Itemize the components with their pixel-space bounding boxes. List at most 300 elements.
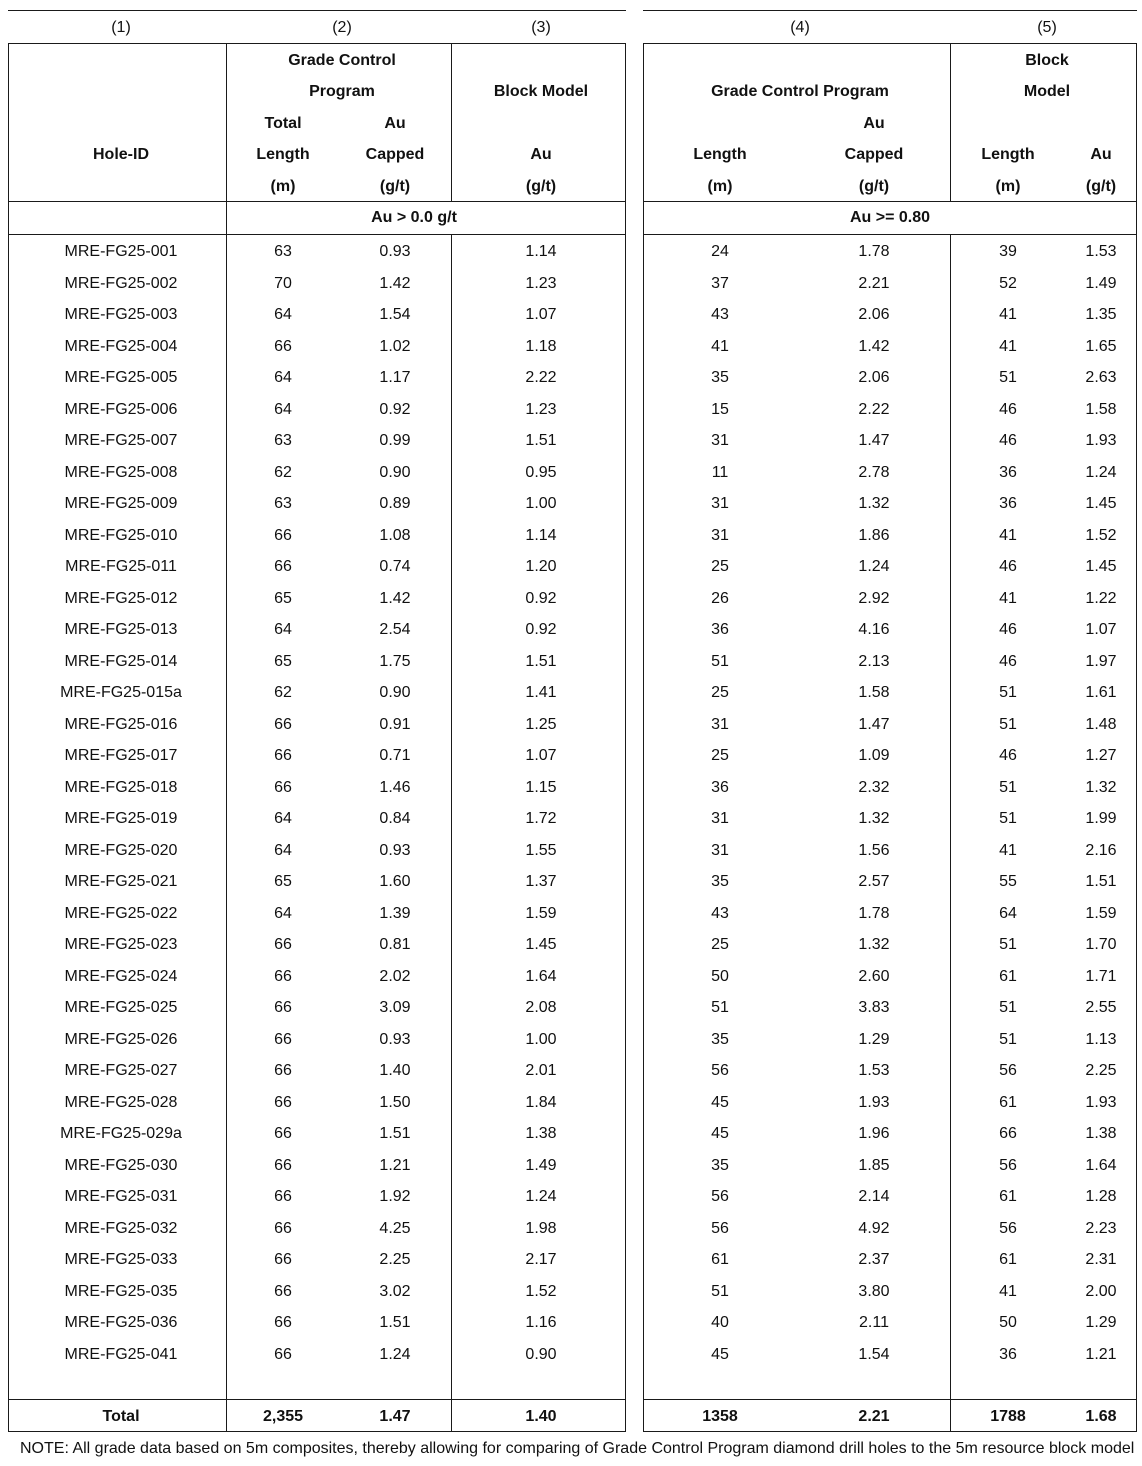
top-rule-right	[643, 10, 1137, 11]
table-cell: 61	[999, 967, 1017, 985]
header-block-model: Block	[1025, 52, 1069, 69]
table-cell: 1.46	[379, 778, 411, 796]
table-cell: 0.92	[379, 400, 411, 418]
table-cell: 0.90	[379, 684, 411, 701]
table-cell: 2.92	[858, 589, 890, 607]
table-cell: 62	[274, 463, 292, 481]
box-top-left	[8, 43, 626, 44]
table-cell: 51	[999, 778, 1017, 796]
table-cell: 2.60	[858, 967, 890, 985]
hole-id-cell: MRE-FG25-021	[64, 873, 178, 890]
table-cell: 37	[711, 274, 729, 292]
table-cell: 61	[999, 1188, 1017, 1205]
vline-left-edge	[8, 43, 9, 1432]
header-block-model: Model	[1023, 83, 1071, 100]
table-cell: 56	[999, 1156, 1017, 1174]
table-cell: 66	[274, 1251, 292, 1268]
hole-id-cell: MRE-FG25-010	[64, 526, 178, 544]
hole-id-cell: MRE-FG25-030	[64, 1156, 178, 1174]
hole-id-cell: MRE-FG25-004	[64, 337, 178, 355]
table-cell: 63	[274, 243, 292, 260]
table-cell: 1.15	[525, 778, 557, 796]
table-cell: 2.06	[858, 306, 890, 323]
header-length: Length	[256, 146, 310, 163]
table-cell: 62	[274, 684, 292, 701]
total-cell: 1788	[990, 1408, 1026, 1425]
table-cell: 1.97	[1085, 652, 1117, 670]
table-cell: 51	[999, 999, 1017, 1016]
total-cell: 1358	[702, 1408, 738, 1425]
table-cell: 51	[711, 999, 729, 1016]
table-cell: 35	[711, 1030, 729, 1048]
table-cell: 2.00	[1085, 1282, 1117, 1300]
total-cell: 2,355	[262, 1408, 304, 1425]
header-unit-gt: (g/t)	[525, 178, 557, 195]
table-cell: 1.42	[379, 589, 411, 607]
table-cell: 65	[274, 589, 292, 607]
table-cell: 1.08	[379, 526, 411, 544]
table-cell: 1.23	[525, 400, 557, 418]
table-cell: 1.98	[525, 1219, 557, 1237]
table-cell: 2.22	[525, 369, 557, 386]
table-cell: 43	[711, 306, 729, 323]
hole-id-cell: MRE-FG25-008	[64, 463, 178, 481]
table-cell: 1.17	[379, 369, 411, 386]
header-unit-gt: (g/t)	[1085, 178, 1117, 195]
table-cell: 1.72	[525, 810, 557, 827]
table-cell: 2.54	[379, 621, 411, 638]
total-top-left	[8, 1399, 626, 1400]
table-cell: 0.99	[379, 432, 411, 449]
table-cell: 56	[999, 1062, 1017, 1079]
table-cell: 1.24	[379, 1345, 411, 1363]
hole-id-cell: MRE-FG25-032	[64, 1219, 178, 1237]
table-cell: 46	[999, 558, 1017, 575]
table-cell: 1.51	[379, 1125, 411, 1142]
table-cell: 0.91	[379, 715, 411, 733]
table-cell: 1.99	[1085, 810, 1117, 827]
table-cell: 1.51	[525, 652, 557, 670]
table-cell: 1.35	[1085, 306, 1117, 323]
table-cell: 1.65	[1085, 337, 1117, 355]
table-cell: 46	[999, 621, 1017, 638]
table-cell: 25	[711, 936, 729, 953]
table-cell: 45	[711, 1093, 729, 1111]
table-cell: 1.96	[858, 1125, 890, 1142]
table-cell: 1.37	[525, 873, 557, 890]
table-cell: 56	[999, 1219, 1017, 1237]
table-cell: 39	[999, 243, 1017, 260]
table-cell: 61	[999, 1093, 1017, 1111]
column-number: (1)	[111, 19, 131, 36]
table-cell: 1.45	[525, 936, 557, 953]
table-cell: 1.85	[858, 1156, 890, 1174]
total-cell: 1.68	[1085, 1408, 1117, 1425]
table-cell: 66	[274, 715, 292, 733]
table-cell: 64	[274, 400, 292, 418]
table-cell: 2.22	[858, 400, 890, 418]
table-cell: 66	[274, 1188, 292, 1205]
table-cell: 40	[711, 1314, 729, 1331]
column-number: (4)	[790, 19, 810, 36]
hole-id-cell: MRE-FG25-031	[64, 1188, 178, 1205]
hole-id-cell: MRE-FG25-007	[64, 432, 178, 449]
table-cell: 25	[711, 747, 729, 764]
table-cell: 41	[999, 841, 1017, 859]
total-label: Total	[102, 1408, 140, 1425]
table-cell: 1.54	[379, 306, 411, 323]
table-cell: 1.29	[858, 1030, 890, 1048]
table-cell: 64	[274, 841, 292, 859]
table-cell: 11	[711, 463, 729, 481]
total-cell: 1.40	[525, 1408, 557, 1425]
table-cell: 1.55	[525, 841, 557, 859]
hole-id-cell: MRE-FG25-028	[64, 1093, 178, 1111]
table-cell: 1.14	[525, 243, 557, 260]
table-cell: 31	[711, 841, 729, 859]
table-cell: 36	[999, 495, 1017, 512]
table-cell: 50	[711, 967, 729, 985]
table-cell: 41	[711, 337, 729, 355]
table-cell: 2.13	[858, 652, 890, 670]
header-unit-m: (m)	[707, 178, 733, 195]
table-cell: 41	[999, 589, 1017, 607]
header-unit-m: (m)	[995, 178, 1021, 195]
table-cell: 1.13	[1085, 1030, 1117, 1048]
table-cell: 1.93	[1085, 432, 1117, 449]
table-cell: 1.07	[525, 747, 557, 764]
hole-id-cell: MRE-FG25-009	[64, 495, 178, 512]
header-au: Au	[384, 115, 406, 132]
table-cell: 1.16	[525, 1314, 557, 1331]
hole-id-cell: MRE-FG25-006	[64, 400, 178, 418]
table-cell: 0.74	[379, 558, 411, 575]
table-cell: 1.00	[525, 495, 557, 512]
table-cell: 2.02	[379, 967, 411, 985]
hole-id-cell: MRE-FG25-014	[64, 652, 178, 670]
table-cell: 46	[999, 652, 1017, 670]
table-cell: 66	[999, 1125, 1017, 1142]
table-cell: 2.32	[858, 778, 890, 796]
table-cell: 61	[999, 1251, 1017, 1268]
hole-id-cell: MRE-FG25-003	[64, 306, 178, 323]
table-cell: 4.25	[379, 1219, 411, 1237]
hole-id-cell: MRE-FG25-033	[64, 1251, 178, 1268]
table-cell: 64	[999, 904, 1017, 922]
header-grade-control-program: Grade Control	[288, 52, 396, 69]
table-cell: 56	[711, 1219, 729, 1237]
table-cell: 15	[711, 400, 729, 418]
hole-id-cell: MRE-FG25-017	[64, 747, 178, 764]
hole-id-cell: MRE-FG25-029a	[60, 1125, 182, 1142]
table-cell: 1.51	[379, 1314, 411, 1331]
table-cell: 0.93	[379, 841, 411, 859]
table-cell: 56	[711, 1062, 729, 1079]
table-cell: 2.25	[1085, 1062, 1117, 1079]
table-cell: 0.81	[379, 936, 411, 953]
hole-id-cell: MRE-FG25-011	[65, 558, 177, 575]
top-rule-left	[8, 10, 626, 11]
table-cell: 1.22	[1085, 589, 1117, 607]
table-cell: 0.84	[379, 810, 411, 827]
table-cell: 1.02	[379, 337, 411, 355]
table-cell: 1.47	[858, 432, 890, 449]
table-cell: 2.16	[1085, 841, 1117, 859]
header-total: Total	[264, 115, 302, 132]
table-cell: 2.11	[859, 1314, 889, 1331]
table-cell: 46	[999, 400, 1017, 418]
table-cell: 66	[274, 1062, 292, 1079]
table-cell: 64	[274, 810, 292, 827]
header-au: Au	[530, 146, 552, 163]
table-cell: 1.71	[1085, 967, 1117, 985]
table-cell: 24	[711, 243, 729, 260]
table-cell: 1.24	[858, 558, 890, 575]
header-capped: Capped	[844, 146, 904, 163]
table-cell: 1.49	[525, 1156, 557, 1174]
table-cell: 1.70	[1085, 936, 1117, 953]
table-cell: 2.14	[858, 1188, 890, 1205]
table-cell: 56	[711, 1188, 729, 1205]
hole-id-cell: MRE-FG25-022	[64, 904, 178, 922]
table-cell: 66	[274, 778, 292, 796]
table-cell: 51	[711, 1282, 729, 1300]
table-cell: 66	[274, 967, 292, 985]
table-cell: 66	[274, 1125, 292, 1142]
table-cell: 64	[274, 369, 292, 386]
table-cell: 1.61	[1085, 684, 1117, 701]
table-cell: 1.07	[525, 306, 557, 323]
hole-id-cell: MRE-FG25-036	[64, 1314, 178, 1331]
table-cell: 2.08	[525, 999, 557, 1016]
table-cell: 35	[711, 873, 729, 890]
table-cell: 41	[999, 1282, 1017, 1300]
table-cell: 66	[274, 747, 292, 764]
table-cell: 2.57	[858, 873, 890, 890]
header-au: Au	[863, 115, 885, 132]
table-cell: 63	[274, 495, 292, 512]
table-cell: 41	[999, 337, 1017, 355]
table-cell: 65	[274, 652, 292, 670]
hole-id-cell: MRE-FG25-025	[64, 999, 178, 1016]
header-unit-m: (m)	[270, 178, 296, 195]
table-cell: 55	[999, 873, 1017, 890]
table-cell: 36	[999, 463, 1017, 481]
header-capped: Capped	[365, 146, 425, 163]
table-cell: 2.21	[858, 274, 890, 292]
table-cell: 1.32	[1085, 778, 1117, 796]
table-cell: 2.63	[1085, 369, 1117, 386]
table-cell: 2.06	[858, 369, 890, 386]
table-cell: 1.00	[525, 1030, 557, 1048]
table-cell: 1.56	[858, 841, 890, 859]
table-cell: 2.37	[858, 1251, 890, 1268]
table-cell: 41	[999, 306, 1017, 323]
table-cell: 1.58	[1085, 400, 1117, 418]
table-cell: 1.42	[858, 337, 890, 355]
table-cell: 45	[711, 1125, 729, 1142]
table-cell: 31	[711, 715, 729, 733]
table-cell: 1.53	[858, 1062, 890, 1079]
table-cell: 1.84	[525, 1093, 557, 1111]
table-cell: 26	[711, 589, 729, 607]
table-cell: 4.92	[858, 1219, 890, 1237]
table-cell: 1.48	[1085, 715, 1117, 733]
table-cell: 66	[274, 337, 292, 355]
table-cell: 1.20	[525, 558, 557, 575]
hole-id-cell: MRE-FG25-002	[64, 274, 178, 292]
table-cell: 51	[999, 1030, 1017, 1048]
table-cell: 51	[999, 369, 1017, 386]
hole-id-cell: MRE-FG25-013	[64, 621, 178, 638]
filter-label-left: Au > 0.0 g/t	[371, 209, 457, 226]
table-cell: 1.54	[858, 1345, 890, 1363]
box-top-right	[643, 43, 1137, 44]
table-cell: 45	[711, 1345, 729, 1363]
table-cell: 52	[999, 274, 1017, 292]
column-number: (5)	[1037, 19, 1057, 36]
table-cell: 3.02	[379, 1282, 411, 1300]
table-cell: 4.16	[858, 621, 890, 638]
box-bottom-left	[8, 1431, 626, 1432]
total-cell: 1.47	[379, 1408, 411, 1425]
hole-id-cell: MRE-FG25-020	[64, 841, 178, 859]
table-cell: 0.92	[525, 621, 557, 638]
table-cell: 0.93	[379, 1030, 411, 1048]
table-cell: 2.01	[525, 1062, 557, 1079]
table-cell: 1.59	[1085, 904, 1117, 922]
table-cell: 41	[999, 526, 1017, 544]
box-bottom-right	[643, 1431, 1137, 1432]
table-cell: 3.83	[858, 999, 890, 1016]
table-cell: 0.90	[525, 1345, 557, 1363]
header-block-model: Block Model	[493, 83, 589, 100]
hole-id-cell: MRE-FG25-035	[64, 1282, 178, 1300]
hole-id-cell: MRE-FG25-005	[64, 369, 178, 386]
hole-id-cell: MRE-FG25-015a	[60, 684, 182, 701]
table-cell: 25	[711, 558, 729, 575]
table-cell: 1.93	[858, 1093, 890, 1111]
table-cell: 1.92	[379, 1188, 411, 1205]
table-cell: 1.93	[1085, 1093, 1117, 1111]
hole-id-cell: MRE-FG25-026	[64, 1030, 178, 1048]
table-cell: 3.80	[858, 1282, 890, 1300]
table-cell: 64	[274, 621, 292, 638]
filter-label-right: Au >= 0.80	[849, 209, 931, 226]
header-length: Length	[981, 146, 1035, 163]
table-cell: 0.93	[379, 243, 411, 260]
table-cell: 1.23	[525, 274, 557, 292]
column-number: (2)	[332, 19, 352, 36]
table-cell: 66	[274, 1282, 292, 1300]
table-cell: 35	[711, 1156, 729, 1174]
table-cell: 1.38	[525, 1125, 557, 1142]
header-bottom-right	[643, 201, 1137, 202]
table-cell: 1.39	[379, 904, 411, 922]
header-grade-control-program: Program	[309, 83, 375, 100]
table-cell: 36	[711, 621, 729, 638]
table-cell: 1.28	[1085, 1188, 1117, 1205]
table-cell: 31	[711, 495, 729, 512]
table-cell: 1.24	[525, 1188, 557, 1205]
table-cell: 1.58	[858, 684, 890, 701]
table-cell: 1.51	[1085, 873, 1117, 890]
table-cell: 1.47	[858, 715, 890, 733]
table-cell: 1.78	[858, 904, 890, 922]
header-unit-gt: (g/t)	[858, 178, 890, 195]
table-note: NOTE: All grade data based on 5m composites, thereby allowing for comparing of Grade Control Program diamond drill holes to the 5m resource block model	[20, 1440, 1135, 1457]
table-cell: 31	[711, 432, 729, 449]
table-cell: 66	[274, 936, 292, 953]
table-cell: 1.75	[379, 652, 411, 670]
table-cell: 1.78	[858, 243, 890, 260]
table-cell: 66	[274, 1314, 292, 1331]
table-cell: 1.60	[379, 873, 411, 890]
filter-bottom-left	[8, 234, 626, 235]
table-cell: 1.25	[525, 715, 557, 733]
table-cell: 66	[274, 1345, 292, 1363]
table-cell: 51	[711, 652, 729, 670]
header-hole-id: Hole-ID	[93, 146, 149, 163]
table-cell: 51	[999, 936, 1017, 953]
header-length: Length	[693, 146, 747, 163]
hole-id-cell: MRE-FG25-024	[64, 967, 178, 985]
table-cell: 0.95	[525, 463, 557, 481]
header-bottom-left	[8, 201, 626, 202]
table-cell: 64	[274, 306, 292, 323]
table-cell: 1.40	[379, 1062, 411, 1079]
hole-id-cell: MRE-FG25-023	[64, 936, 178, 953]
table-cell: 46	[999, 432, 1017, 449]
table-cell: 0.92	[525, 589, 557, 607]
table-cell: 1.24	[1085, 463, 1117, 481]
hole-id-cell: MRE-FG25-001	[64, 243, 178, 260]
table-cell: 1.51	[525, 432, 557, 449]
hole-id-cell: MRE-FG25-019	[64, 810, 178, 827]
table-cell: 1.14	[525, 526, 557, 544]
table-cell: 64	[274, 904, 292, 922]
table-cell: 2.23	[1085, 1219, 1117, 1237]
table-cell: 1.38	[1085, 1125, 1117, 1142]
table-cell: 2.25	[379, 1251, 411, 1268]
table-cell: 2.78	[858, 463, 890, 481]
table-cell: 51	[999, 715, 1017, 733]
table-cell: 1.64	[525, 967, 557, 985]
table-cell: 1.59	[525, 904, 557, 922]
total-cell: 2.21	[858, 1408, 890, 1425]
header-au: Au	[1090, 146, 1112, 163]
table-cell: 1.29	[1085, 1314, 1117, 1331]
table-cell: 65	[274, 873, 292, 890]
table-cell: 1.52	[1085, 526, 1117, 544]
table-cell: 63	[274, 432, 292, 449]
header-grade-control-program: Grade Control Program	[711, 83, 889, 100]
column-number: (3)	[531, 19, 551, 36]
table-cell: 1.27	[1085, 747, 1117, 764]
table-cell: 66	[274, 1219, 292, 1237]
table-cell: 70	[274, 274, 292, 292]
table-cell: 1.53	[1085, 243, 1117, 260]
hole-id-cell: MRE-FG25-027	[64, 1062, 178, 1079]
table-cell: 66	[274, 999, 292, 1016]
header-unit-gt: (g/t)	[379, 178, 411, 195]
table-cell: 1.18	[525, 337, 557, 355]
table-cell: 1.45	[1085, 495, 1117, 512]
table-cell: 0.89	[379, 495, 411, 512]
table-cell: 35	[711, 369, 729, 386]
table-cell: 0.90	[379, 463, 411, 481]
table-cell: 1.86	[858, 526, 890, 544]
